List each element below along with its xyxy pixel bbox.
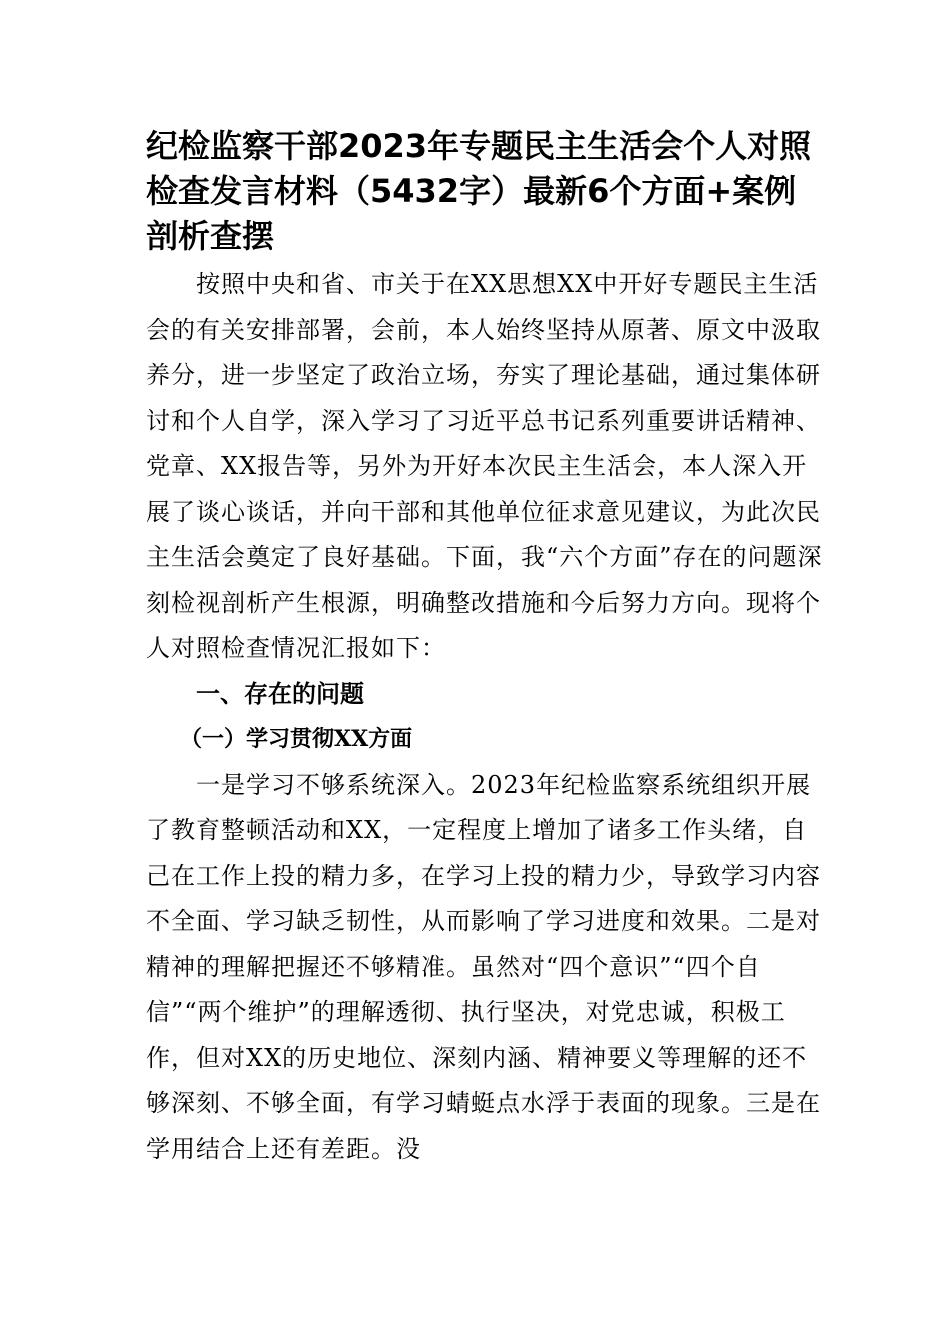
subsection-paragraph: 一是学习不够系统深入。2023年纪检监察系统组织开展了教育整顿活动和XX，一定程度上增加了诸多工作头绪，自己在工作上投的精力多，在学习上投的精力少，导致学习内容不全面、学习缺乏韧性，从而影响了学习进度和效果。二是对精神的理解把握还不够精准。虽然对“四个意识”“四个自信”“两个维护”的理解透彻、执行坚决，对党忠诚，积极工作，但对XX的历史地位、深刻内涵、精神要义等理解的还不够深刻、不够全面，有学习蜻蜓点水浮于表面的现象。三是在学用结合上还有差距。没 — [146, 770, 821, 1163]
section-heading: 一、存在的问题 — [196, 679, 364, 708]
intro-paragraph: 按照中央和省、市关于在XX思想XX中开好专题民主生活会的有关安排部署，会前，本人始终坚持从原著、原文中汲取养分，进一步坚定了政治立场，夯实了理论基础，通过集体研讨和个人自学，深入学习了习近平总书记系列重要讲话精神、党章、XX报告等，另外为开好本次民主生活会，本人深入开展了谈心谈话，并向干部和其他单位征求意见建议，为此次民主生活会奠定了良好基础。下面，我“六个方面”存在的问题深刻检视剖析产生根源，明确整改措施和今后努力方向。现将个人对照检查情况汇报如下： — [146, 270, 823, 662]
document-title: 纪检监察干部2023年专题民主生活会个人对照检查发言材料（5432字）最新6个方面+案例剖析查摆 — [146, 127, 812, 255]
document-body — [146, 262, 826, 1172]
subsection-heading: （一）学习贯彻XX方面 — [180, 726, 413, 752]
